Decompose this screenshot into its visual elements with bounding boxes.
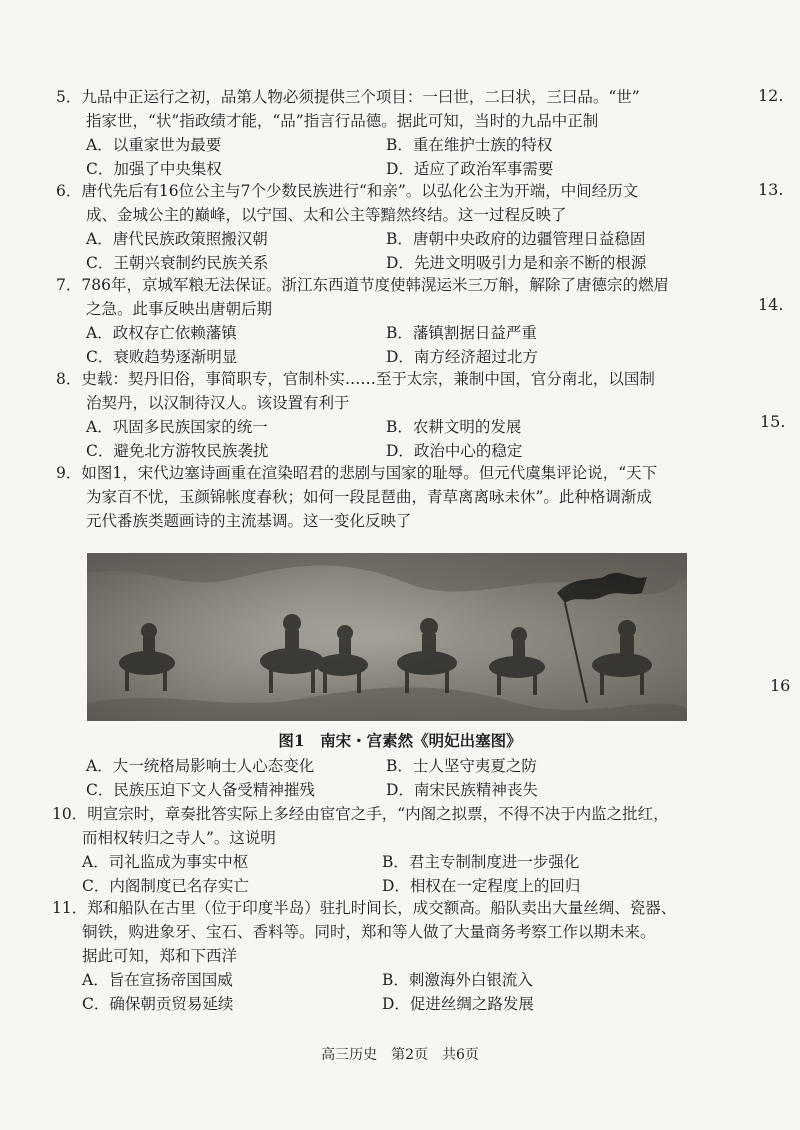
option-d: D．南方经济超过北方: [386, 348, 538, 366]
option-a: A．司礼监成为事实中枢: [82, 853, 249, 871]
option-a: A．旨在宣扬帝国国威: [82, 971, 233, 989]
question-10: [52, 802, 692, 898]
option-b: B．农耕文明的发展: [386, 418, 522, 436]
painting-scroll-figure: [87, 553, 687, 721]
option-b: B．唐朝中央政府的边疆管理日益稳固: [386, 230, 646, 248]
edge-number-12: 12.: [758, 86, 784, 105]
question-stem-line: 之急。此事反映出唐朝后期: [86, 300, 273, 318]
option-a: A．大一统格局影响士人心态变化: [86, 757, 315, 775]
option-c: C．确保朝贡贸易延续: [82, 995, 234, 1013]
option-c: C．衰败趋势逐渐明显: [86, 348, 238, 366]
question-stem-line: 为家百不忧，玉颜锦帐度春秋；如何一段昆琶曲，青草离离咏未休”。此种格调渐成: [86, 488, 652, 506]
options: [56, 321, 696, 369]
edge-number-13: 13.: [758, 180, 784, 199]
option-b: B．藩镇割据日益严重: [386, 324, 537, 342]
options: [56, 415, 696, 463]
question-stem-line: 据此可知，郑和下西洋: [82, 947, 238, 965]
options: [56, 227, 696, 275]
options: [56, 754, 696, 802]
question-8: [56, 367, 696, 463]
edge-number-14: 14.: [758, 295, 784, 314]
option-c: C．内阁制度已名存实亡: [82, 877, 249, 895]
option-a: A．巩固多民族国家的统一: [86, 418, 268, 436]
option-a: A．以重家世为最要: [86, 136, 222, 154]
question-stem-line: 7．786年，京城军粮无法保证。浙江东西道节度使韩滉运米三万斛，解除了唐德宗的燃眉: [56, 276, 669, 294]
page-footer: 高三历史 第2页 共6页: [321, 1047, 479, 1063]
option-c: C．避免北方游牧民族袭扰: [86, 442, 269, 460]
option-d: D．先进文明吸引力是和亲不断的根源: [386, 254, 647, 272]
question-9-options: [56, 754, 696, 802]
question-stem-line: 成、金城公主的巅峰，以宁国、太和公主等黯然终结。这一过程反映了: [86, 206, 567, 224]
figure-caption: 图1 南宋・宫素然《明妃出塞图》: [278, 731, 522, 750]
options: [52, 968, 692, 1016]
options: [56, 133, 696, 181]
question-stem-line: 治契丹，以汉制待汉人。该设置有利于: [86, 394, 350, 412]
question-stem-line: 11．郑和船队在古里（位于印度半岛）驻扎时间长，成交额高。船队卖出大量丝绸、瓷器、: [52, 899, 677, 917]
option-d: D．政治中心的稳定: [386, 442, 523, 460]
painting-scroll-icon: [87, 553, 687, 721]
edge-number-16: 16: [770, 676, 791, 695]
option-d: D．相权在一定程度上的回归: [382, 877, 581, 895]
question-6: [56, 179, 696, 275]
option-b: B．重在维护士族的特权: [386, 136, 553, 154]
question-7: [56, 273, 696, 369]
question-stem-line: 指家世，“状”指政绩才能，“品”指言行品德。据此可知，当时的九品中正制: [86, 112, 599, 130]
option-a: A．唐代民族政策照搬汉朝: [86, 230, 268, 248]
question-stem-line: 元代番族类题画诗的主流基调。这一变化反映了: [86, 512, 412, 530]
option-c: C．民族压迫下文人备受精神摧残: [86, 781, 315, 799]
question-stem-line: 8．史载：契丹旧俗，事简职专，官制朴实……至于太宗，兼制中国，官分南北，以国制: [56, 370, 655, 388]
question-11: [52, 896, 692, 1016]
question-5: [56, 85, 696, 181]
question-stem-line: 10．明宣宗时，章奏批答实际上多经由宦官之手，“内阁之拟票，不得不决于内监之批红，: [52, 805, 669, 823]
question-stem-line: 铜铁，购进象牙、宝石、香料等。同时，郑和等人做了大量商务考察工作以期未来。: [82, 923, 656, 941]
question-stem-line: 6．唐代先后有16位公主与7个少数民族进行“和亲”。以弘化公主为开端，中间经历文: [56, 182, 639, 200]
options: [52, 850, 692, 898]
option-d: D．适应了政治军事需要: [386, 160, 554, 178]
option-d: D．南宋民族精神丧失: [386, 781, 538, 799]
question-stem-line: 5．九品中正运行之初，品第人物必须提供三个项目：一曰世，二曰状，三曰品。“世”: [56, 88, 640, 106]
option-c: C．王朝兴衰制约民族关系: [86, 254, 269, 272]
option-d: D．促进丝绸之路发展: [382, 995, 534, 1013]
question-9: [56, 461, 696, 533]
option-c: C．加强了中央集权: [86, 160, 222, 178]
option-b: B．士人坚守夷夏之防: [386, 757, 537, 775]
option-b: B．君主专制制度进一步强化: [382, 853, 580, 871]
question-stem-line: 9．如图1，宋代边塞诗画重在渲染昭君的悲剧与国家的耻辱。但元代虞集评论说，“天下: [56, 464, 658, 482]
option-b: B．刺激海外白银流入: [382, 971, 533, 989]
question-stem-line: 而相权转归之寺人”。这说明: [82, 829, 276, 847]
option-a: A．政权存亡依赖藩镇: [86, 324, 237, 342]
edge-number-15: 15.: [760, 412, 786, 431]
